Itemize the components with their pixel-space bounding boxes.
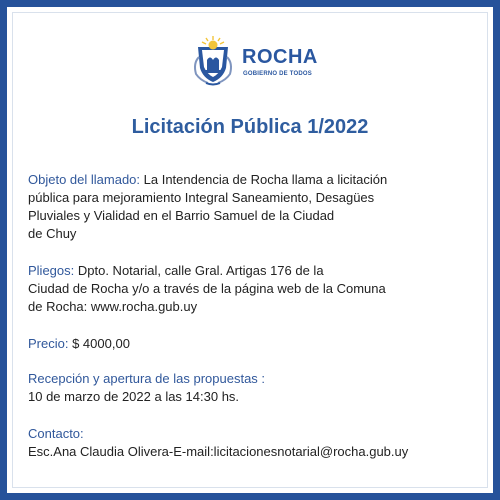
pliegos-line-3: de Rocha: www.rocha.gub.uy (28, 299, 198, 314)
pliegos-line-1: Dpto. Notarial, calle Gral. Artigas 176 de la (77, 263, 324, 278)
pliegos-line-2: Ciudad de Rocha y/o a través de la página web de la Comuna (28, 281, 386, 296)
pliegos-first-line (28, 262, 490, 280)
brand-subtitle: GOBIERNO DE TODOS (243, 71, 312, 77)
rocha-logo (188, 33, 328, 88)
contacto-section (28, 425, 490, 461)
page-title: Licitación Pública 1/2022 (131, 116, 369, 138)
recepcion-label: Recepción y apertura de las propuestas : (28, 371, 266, 386)
precio-value: $ 4000,00 (72, 336, 130, 351)
objeto-line-4: de Chuy (28, 226, 77, 241)
objeto-label: Objeto del llamado: (28, 172, 141, 187)
objeto-line-2: pública para mejoramiento Integral Saneamiento, Desagües (28, 190, 375, 205)
pliegos-label: Pliegos: (28, 263, 75, 278)
recepcion-section (28, 370, 490, 406)
objeto-line-3: Pluviales y Vialidad en el Barrio Samuel de la Ciudad (28, 208, 335, 223)
precio-section (28, 335, 490, 353)
contacto-value: Esc.Ana Claudia Olivera-E-mail:licitacionesnotarial@rocha.gub.uy (28, 444, 409, 459)
recepcion-value: 10 de marzo de 2022 a las 14:30 hs. (28, 389, 240, 404)
rocha-emblem-icon (188, 33, 238, 88)
objeto-line-1: La Intendencia de Rocha llama a licitación (143, 172, 388, 187)
objeto-section (28, 171, 490, 243)
objeto-first-line (28, 171, 490, 189)
brand-name: ROCHA (242, 46, 318, 68)
contacto-label: Contacto: (28, 426, 84, 441)
pliegos-section (28, 262, 490, 316)
precio-label: Precio: (28, 336, 69, 351)
